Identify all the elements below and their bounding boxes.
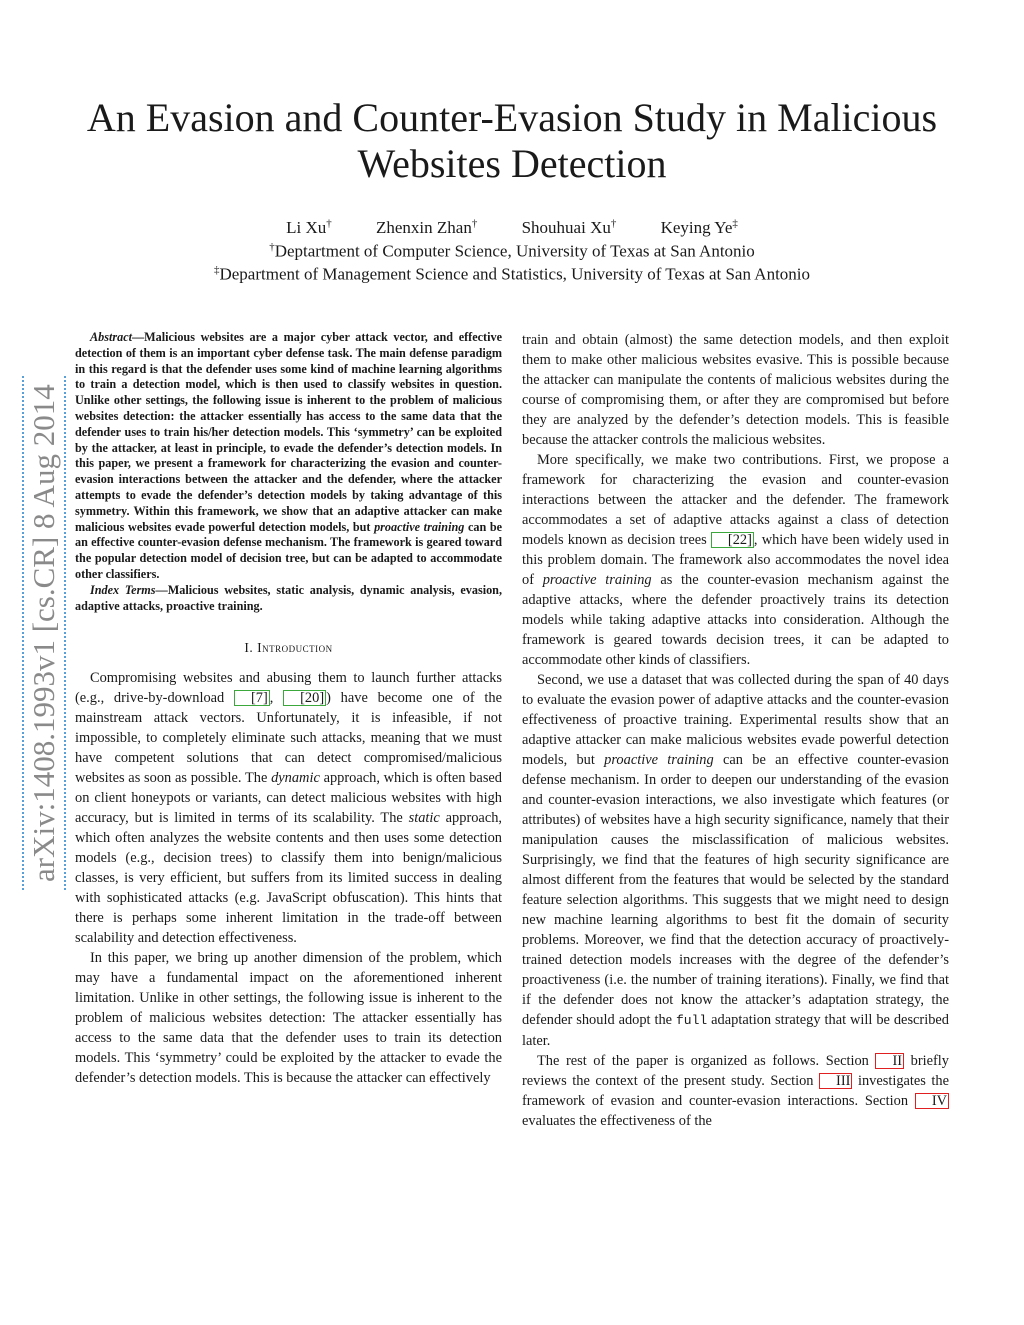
section-link[interactable]: III [819,1073,852,1089]
citation-link[interactable]: [7] [234,690,270,706]
arxiv-identifier: arXiv:1408.1993v1 [cs.CR] 8 Aug 2014 [22,376,66,890]
affiliation: †Deptartment of Computer Science, University of Texas at San Antonio [269,241,755,261]
intro-paragraph-3: train and obtain (almost) the same detection models, and then exploit them to make other malicious websites evasive. This is possible because the attacker can manipulate the contents of malicious websites during the course of compromising them, or after they are compromised but before they are analyzed by the defender’s detection models. This is feasible because the attacker controls the malicious websites. [522,332,949,448]
intro-paragraph-6: The rest of the paper is organized as follows. Section II briefly reviews the context of the present study. Section III investigates the framework of evasion and counter-evasion interactions. Section IV evaluates the effectiveness of the [522,1053,950,1129]
index-terms: Index Terms—Malicious websites, static analysis, dynamic analysis, evasion, adaptive attacks, proactive training. [75,582,503,613]
author: Shouhuai Xu† [521,217,617,237]
section-link[interactable]: IV [915,1093,949,1109]
paper-title: An Evasion and Counter-Evasion Study in Malicious Websites Detection [86,95,938,186]
left-column [75,330,502,1088]
author: Li Xu† [286,217,332,237]
author: Zhenxin Zhan† [376,217,478,237]
author-list [0,212,1024,239]
abstract: Abstract—Malicious websites are a major cyber attack vector, and effective detection of them is an important cyber defense task. The main defense paradigm in this regard is that the defender uses some kind of machine learning algorithms to train a detection model, which is then used to classify websites in question. Unlike other settings, the following issue is inherent to the problem of malicious websites detection: the attacker essentially has access to the same data that the defender uses to train his/her detection models. This ‘symmetry’ can be exploited by the attacker, at least in principle, to evade the defender’s detection models. In this paper, we present a framework for characterizing the evasion and counter-evasion interactions between the attacker and the defender, where the attacker attempts to evade the defender’s detection models by taking advantage of this symmetry. Within this framework, we show that an adaptive attacker can make malicious websites evade powerful detection models, but proactive training can be an effective counter-evasion defense mechanism. The framework is geared toward the popular detection model of decision tree, but can be adapted to accommodate other classifiers. [75,330,503,581]
section-link[interactable]: II [875,1053,904,1069]
intro-paragraph-5: Second, we use a dataset that was collected during the span of 40 days to evaluate the evasion power of adaptive attacks and the counter-evasion effectiveness of proactive training. Experimental results show that an adaptive attacker can make malicious websites evade powerful detection models, but proactive training can be an effective counter-evasion defense mechanism. In order to deepen our understanding of the evasion and counter-evasion interactions, we also investigate which features (or attributes) of websites have a high security significance, namely that their manipulation causes the misclassification of malicious websites. Surprisingly, we find that the features of high security significance are almost different from the features that would be selected by the standard feature selection algorithms. This suggests that we might need to design new machine learning algorithms to best fit the domain of security problems. Moreover, we find that the detection accuracy of proactively-trained detection models increases with the degree of the defender’s proactiveness (i.e. the number of training iterations). Finally, we find that if the defender does not know the attacker’s adaptation strategy, the defender should adopt the full adaptation strategy that will be described later. [522,672,949,1049]
intro-paragraph-2: In this paper, we bring up another dimension of the problem, which may have a fundamental impact on the aforementioned inherent limitation. Unlike in other settings, the following issue is inherent to the problem of malicious websites detection: The attacker essentially has access to the same data that the defender uses to train its detection models. This ‘symmetry’ could be exploited by the attacker to evade the defender’s detection models. This is because the attacker can effectively [75,950,502,1087]
intro-paragraph-1: Compromising websites and abusing them to launch further attacks (e.g., drive-by-download [7] , [20] ) have become one of the mainstream attack vectors. Unfortunately, it is infeasible, if not impossible, to completely eliminate such attacks, meaning that we must have competent solutions that can detect compromised/malicious websites as soon as possible. The dynamic approach, which is often based on client honeypots or variants, can detect malicious websites with high accuracy, but is limited in terms of its scalability. The static approach, which often analyzes the website contents and then uses some detection models (e.g., decision trees) to classify them into benign/malicious classes, is very efficient, but suffers from its limited success in dealing with sophisticated attacks (e.g. JavaScript obfuscation). This hints that there is perhaps some inherent limitation in the trade-off between scalability and detection effectiveness. [75,670,503,947]
section-heading-introduction: I. Introduction [244,640,333,656]
author: Keying Ye‡ [660,217,738,237]
citation-link[interactable]: [20] [283,690,326,706]
affiliation: ‡Department of Management Science and Statistics, University of Texas at San Antonio [213,264,811,284]
citation-link[interactable]: [22] [711,532,754,548]
right-column [522,330,949,1131]
intro-paragraph-4: More specifically, we make two contributions. First, we propose a framework for characterizing the evasion and counter-evasion interactions between the attacker and the defender. The framework accommodates a set of adaptive attacks against a class of detection models known as decision trees [22] , which have been widely used in this problem domain. The framework also accommodates the novel idea of proactive training as the counter-evasion mechanism against the adaptive attacks, where the defender proactively trains its detection models while taking adaptive attacks into consideration. Although the framework is geared towards decision trees, it can be adapted to accommodate other kinds of classifiers. [522,452,950,668]
